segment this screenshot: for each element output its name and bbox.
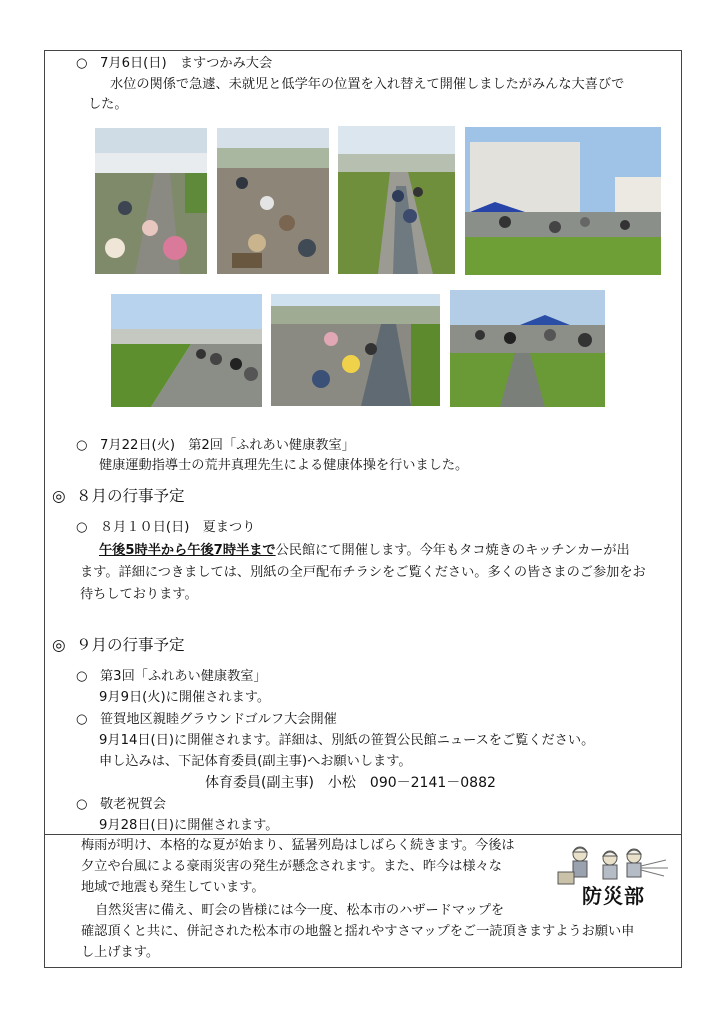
september-heading: ◎ ９月の行事予定: [52, 636, 185, 654]
event-photo-5: [111, 294, 262, 407]
event-respect-aged-title: ○ 敬老祝賀会: [76, 795, 166, 815]
event-photo-3: [338, 126, 455, 274]
notice-line-6: し上げます。: [81, 945, 160, 960]
event-health-class-2-title: ○ 7月22日(火) 第2回「ふれあい健康教室」: [76, 436, 355, 456]
event-photo-6: [271, 294, 440, 406]
circle-bullet: ○: [76, 520, 88, 535]
event-photo-7: [450, 290, 605, 407]
circle-bullet: ○: [76, 438, 88, 453]
notice-line-3: 地域で地震も発生しています。: [81, 880, 265, 895]
notice-line-4: 自然災害に備え、町会の皆様には今一度、松本市のハザードマップを: [95, 903, 505, 918]
event-summer-festival-title: ○ ８月１０日(日) 夏まつり: [76, 518, 255, 538]
event-ground-golf-title: ○ 笹賀地区親睦グラウンドゴルフ大会開催: [76, 710, 337, 730]
event-ground-golf-contact: 体育委員(副主事) 小松 090－2141－0882: [205, 775, 496, 791]
event-health-class-2-desc: 健康運動指導士の荒井真理先生による健康体操を行いました。: [99, 458, 469, 473]
event-ground-golf-apply: 申し込みは、下記体育委員(副主事)へお願いします。: [99, 754, 412, 769]
circle-bullet: ○: [76, 797, 88, 812]
summer-festival-line-3: 待ちしております。: [80, 587, 198, 602]
double-circle-bullet: ◎: [52, 636, 66, 654]
summer-festival-line-1: 午後5時半から午後7時半まで公民館にて開催します。今年もタコ焼きのキッチンカーが出: [99, 543, 630, 558]
circle-bullet: ○: [76, 712, 88, 727]
event-ground-golf-date: 9月14日(日)に開催されます。詳細は、別紙の笹賀公民館ニュースをご覧ください。: [99, 733, 595, 748]
event-health-class-3-title: ○ 第3回「ふれあい健康教室」: [76, 667, 267, 687]
event-masutsukami-desc-1: 水位の関係で急遽、未就児と低学年の位置を入れ替えて開催しましたがみんな大喜びで: [110, 77, 625, 92]
disaster-prevention-logo: [556, 842, 674, 908]
double-circle-bullet: ◎: [52, 487, 66, 505]
event-respect-aged-date: 9月28日(日)に開催されます。: [99, 818, 279, 833]
august-heading: ◎ ８月の行事予定: [52, 487, 185, 505]
disaster-prevention-logo-text: 防災部: [582, 884, 645, 908]
notice-line-1: 梅雨が明け、本格的な夏が始まり、猛暑列島はしばらく続きます。今後は: [81, 838, 515, 853]
festival-time: 午後5時半から午後7時半まで: [99, 543, 276, 558]
summer-festival-line-2: ます。詳細につきましては、別紙の全戸配布チラシをご覧ください。多くの皆さまのご参加をお: [80, 565, 646, 580]
circle-bullet: ○: [76, 56, 88, 71]
notice-line-2: 夕立や台風による豪雨災害の発生が懸念されます。また、昨今は様々な: [81, 859, 502, 874]
event-photo-1: [95, 128, 207, 274]
event-health-class-3-date: 9月9日(火)に開催されます。: [99, 690, 271, 705]
event-masutsukami-desc-2: した。: [88, 97, 128, 112]
event-photo-4: [465, 127, 661, 275]
event-masutsukami-title: ○ 7月6日(日) ますつかみ大会: [76, 54, 272, 74]
event-photo-2: [217, 128, 329, 274]
notice-line-5: 確認頂くと共に、併記された松本市の地盤と揺れやすさマップをご一読頂きますようお願い申: [81, 924, 635, 939]
circle-bullet: ○: [76, 669, 88, 684]
